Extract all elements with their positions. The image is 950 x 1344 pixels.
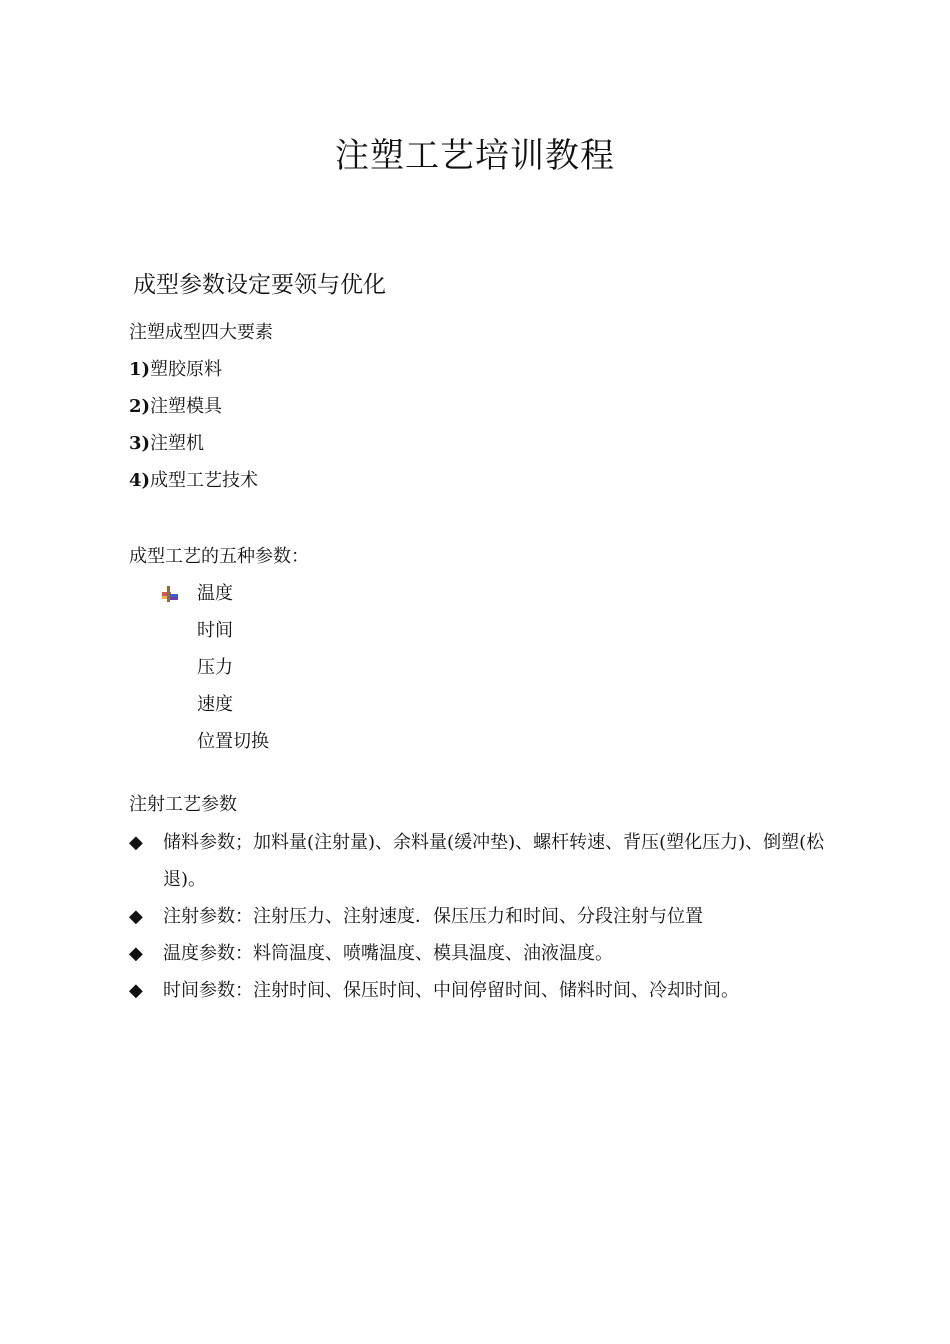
- param-item-pressure: 压力: [197, 657, 233, 678]
- item-text: 塑胶原料: [150, 359, 223, 380]
- item-number: 1): [129, 359, 151, 380]
- item-text: 注塑模具: [150, 396, 223, 417]
- thermometer-flag-icon: [161, 585, 179, 603]
- item-number: 4): [129, 470, 151, 491]
- item-number: 2): [129, 396, 151, 417]
- bullet-item: [129, 898, 839, 935]
- five-params-heading: 成型工艺的五种参数：: [129, 546, 309, 567]
- param-item-speed: 速度: [197, 694, 233, 715]
- four-elements-heading: 注塑成型四大要素: [129, 322, 273, 343]
- bullet-item: [129, 972, 839, 1009]
- param-item-time: 时间: [197, 620, 233, 641]
- param-item-position-switch: 位置切换: [197, 731, 269, 752]
- list-item: [129, 357, 222, 383]
- bullet-item: [129, 824, 839, 898]
- section-heading: 成型参数设定要领与优化: [133, 272, 386, 298]
- injection-params-heading: 注射工艺参数: [129, 794, 237, 815]
- bullet-text: 储料参数；加料量(注射量)、余料量(缓冲垫)、螺杆转速、背压(塑化压力)、倒塑(松退)。: [163, 832, 825, 890]
- list-item: [129, 394, 222, 420]
- item-text: 成型工艺技术: [150, 470, 259, 491]
- bullet-text: 温度参数：料筒温度、喷嘴温度、模具温度、油液温度。: [163, 943, 613, 964]
- item-number: 3): [129, 433, 151, 454]
- bullet-text: 时间参数：注射时间、保压时间、中间停留时间、储料时间、冷却时间。: [163, 980, 739, 1001]
- diamond-bullet-icon: ◆: [129, 906, 143, 927]
- list-item: [129, 468, 258, 494]
- diamond-bullet-icon: ◆: [129, 980, 143, 1001]
- diamond-bullet-icon: ◆: [129, 832, 143, 853]
- bullet-item: [129, 935, 839, 972]
- item-text: 注塑机: [150, 433, 205, 454]
- list-item: [129, 431, 204, 457]
- page-title: 注塑工艺培训教程: [335, 136, 615, 176]
- diamond-bullet-icon: ◆: [129, 943, 143, 964]
- bullet-text: 注射参数：注射压力、注射速度．保压压力和时间、分段注射与位置: [163, 906, 703, 927]
- param-item-temperature: 温度: [197, 583, 233, 604]
